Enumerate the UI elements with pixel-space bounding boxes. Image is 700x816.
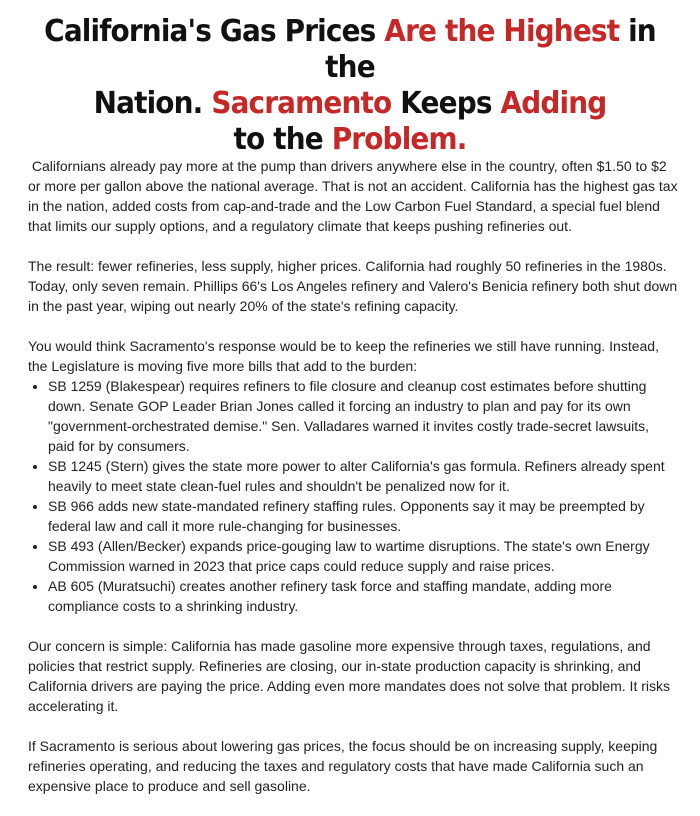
bill-list bbox=[28, 376, 678, 616]
headline-accent: Adding bbox=[500, 86, 607, 121]
paragraph-legislature: You would think Sacramento's response would be to keep the refineries we still have running. Instead, the Legislature is moving five more bills that add to the burden: bbox=[28, 338, 659, 374]
headline-accent: Are the Highest bbox=[384, 14, 620, 49]
headline-line-3: to the Problem. bbox=[233, 122, 467, 157]
list-item-sb-1245: • SB 1245 (Stern) gives the state more power to alter California's gas formula. Refiners already spent heavily to meet state clean-fuel rules and shouldn't be penalized now for it. bbox=[48, 456, 678, 496]
headline-accent: Problem. bbox=[331, 122, 467, 157]
headline-line-1: California's Gas Prices Are the Highest in the bbox=[44, 14, 656, 85]
headline-accent: Sacramento bbox=[211, 86, 392, 121]
paragraph-conclusion: If Sacramento is serious about lowering gas prices, the focus should be on increasing supply, keeping refineries operating, and reducing the taxes and regulatory costs that have made California such an expensive place to produce and sell gasoline. bbox=[28, 738, 658, 794]
list-item-sb-966: • SB 966 adds new state-mandated refinery staffing rules. Opponents say it may be preempted by federal law and call it more rule-changing for businesses. bbox=[48, 496, 678, 536]
paragraph-intro: Californians already pay more at the pump than drivers anywhere else in the country, often $1.50 to $2 or more per gallon above the national average. That is not an accident. California has the highest gas tax in the nation, added costs from cap-and-trade and the Low Carbon Fuel Standard, a special fuel blend that limits our supply options, and a regulatory climate that keeps pushing refineries out. bbox=[28, 158, 682, 234]
paragraph-result: The result: fewer refineries, less supply, higher prices. California had roughly 50 refineries in the 1980s. Today, only seven remain. Phillips 66's Los Angeles refinery and Valero's Benicia refinery both shut down in the past year, wiping out nearly 20% of the state's refining capacity. bbox=[28, 258, 678, 314]
list-item-sb-1259: • SB 1259 (Blakespear) requires refiners to file closure and cleanup cost estimates before shutting down. Senate GOP Leader Brian Jones called it forcing an industry to plan and pay for its own "government-orchestrated demise." Sen. Valladares warned it invites costly trade-secret lawsuits, paid for by consumers. bbox=[48, 376, 678, 456]
headline bbox=[25, 14, 676, 158]
paragraph-concern: Our concern is simple: California has made gasoline more expensive through taxes, regulations, and policies that restrict supply. Refineries are closing, our in-state production capacity is shrinking, and California drivers are paying the price. Adding even more mandates does not solve that problem. It risks accelerating it. bbox=[28, 638, 670, 714]
article-body bbox=[28, 156, 682, 816]
headline-line-2: Nation. Sacramento Keeps Adding bbox=[93, 86, 607, 121]
list-item-sb-493: • SB 493 (Allen/Becker) expands price-gouging law to wartime disruptions. The state's own Energy Commission warned in 2023 that price caps could reduce supply and raise prices. bbox=[48, 536, 678, 576]
list-item-ab-605: • AB 605 (Muratsuchi) creates another refinery task force and staffing mandate, adding more compliance costs to a shrinking industry. bbox=[48, 576, 678, 616]
